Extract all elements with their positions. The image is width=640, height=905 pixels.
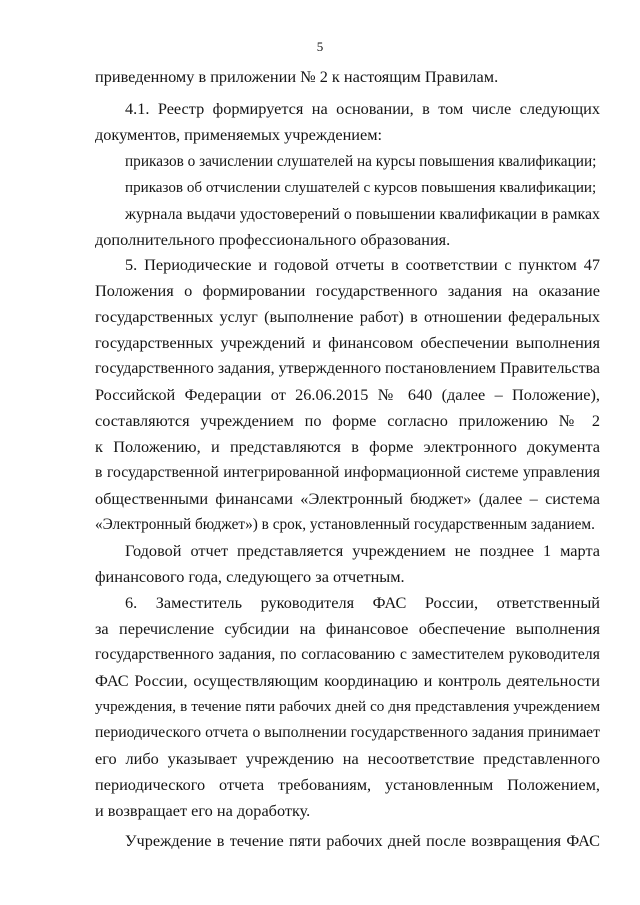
text-line: Положения о формировании государственного задания на оказание [95,281,600,300]
text-line: дополнительного профессионального образования. [95,230,451,249]
text-line: государственного задания, по согласованию с заместителем руководителя [95,646,600,663]
text-line: в государственной интегрированной информационной системе управления [95,464,600,481]
text-line: составляются учреждением по форме согласно приложению № 2 [95,411,600,430]
text-line: журнала выдачи удостоверений о повышении квалификации в рамках [125,206,600,223]
text-line: приказов о зачислении слушателей на курсы повышения квалификации; [125,153,597,170]
text-line: общественными финансами «Электронный бюджет» (далее – система [95,489,600,508]
text-line: приказов об отчислении слушателей с курсов повышения квалификации; [125,180,597,196]
text-line: учреждения, в течение пяти рабочих дней со дня представления учреждением [95,699,600,715]
text-line: документов, применяемых учреждением: [95,125,383,144]
text-line: государственных учреждений и финансовом обеспечении выполнения [95,333,600,352]
text-line: и возвращает его на доработку. [95,801,311,820]
text-line: ФАС России, осуществляющим координацию и контроль деятельности [95,671,600,690]
text-line: 4.1. Реестр формируется на основании, в том числе следующих [125,99,600,118]
text-line: Годовой отчет представляется учреждением не позднее 1 марта [125,541,600,560]
text-line: периодического отчета требованиям, установленным Положением, [95,775,600,794]
text-line: Учреждение в течение пяти рабочих дней после возвращения ФАС [125,831,600,850]
text-line: приведенному в приложении № 2 к настоящим Правилам. [95,67,499,86]
text-line: к Положению, и представляются в форме электронного документа [95,437,600,456]
text-line: 5. Периодические и годовой отчеты в соответствии с пунктом 47 [125,255,600,274]
text-line: «Электронный бюджет») в срок, установленный государственным заданием. [95,516,595,533]
text-line: государственного задания, утвержденного постановлением Правительства [95,360,600,377]
text-line: финансового года, следующего за отчетным. [95,567,405,586]
text-line: 6. Заместитель руководителя ФАС России, ответственный [125,593,600,612]
page-number: 5 [316,39,324,54]
text-line: его либо указывает учреждению на несоответствие представленного [95,749,600,768]
text-line: государственных услуг (выполнение работ) в отношении федеральных [95,307,600,326]
text-line: Российской Федерации от 26.06.2015 № 640 (далее – Положение), [95,385,600,404]
text-line: периодического отчета о выполнении государственного задания принимает [95,724,600,741]
text-line: за перечисление субсидии на финансовое обеспечение выполнения [95,619,600,638]
